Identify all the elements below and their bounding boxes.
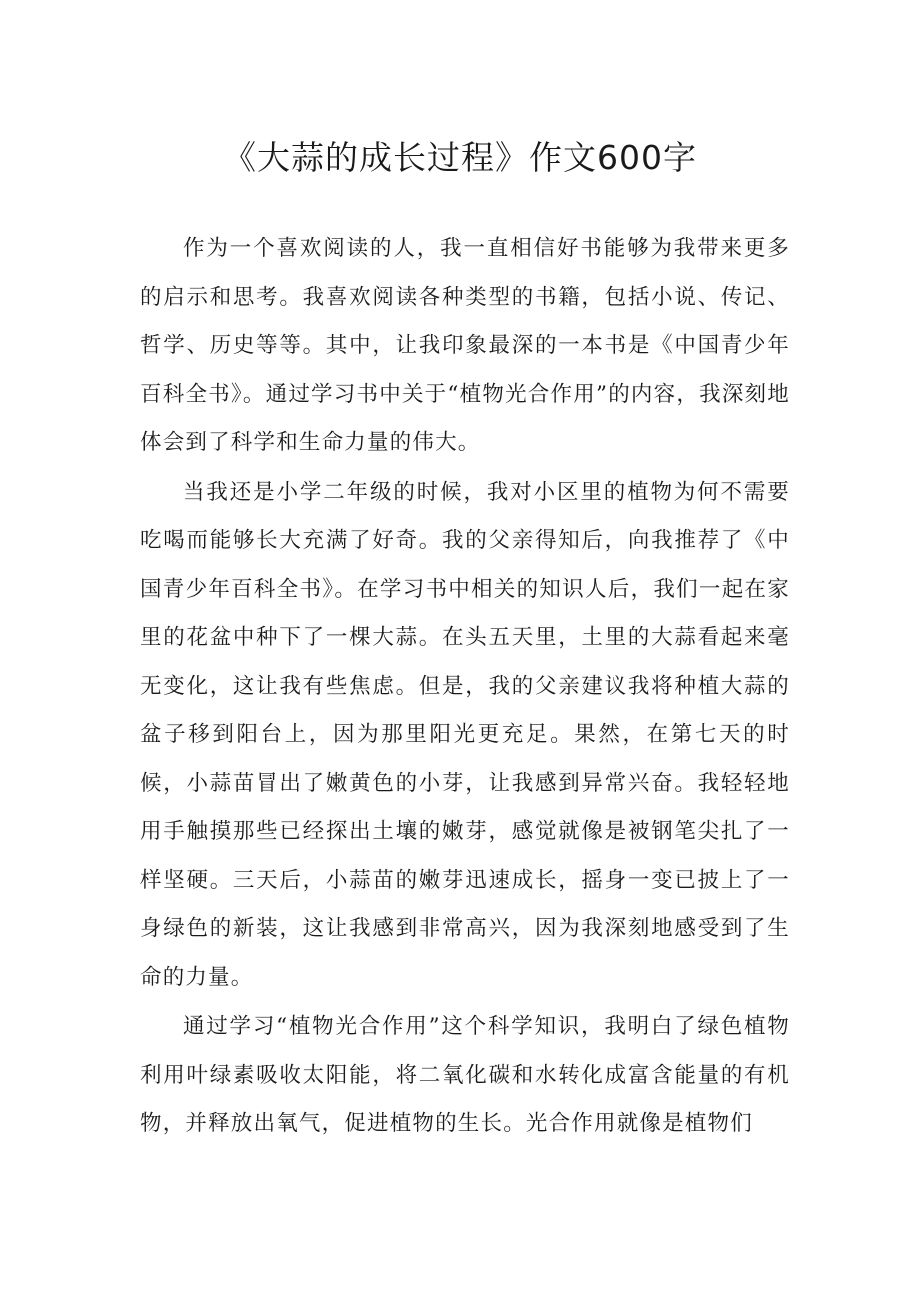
paragraph-1: 作为一个喜欢阅读的人，我一直相信好书能够为我带来更多的启示和思考。我喜欢阅读各种类型的书籍，包括小说、传记、哲学、历史等等。其中，让我印象最深的一本书是《中国青少年百科全书》。通过学习书中关于“植物光合作用”的内容，我深刻地体会到了科学和生命力量的伟大。: [140, 236, 790, 455]
document-title: 《大蒜的成长过程》作文600字: [223, 138, 697, 177]
paragraph-3: 通过学习“植物光合作用”这个科学知识，我明白了绿色植物利用叶绿素吸收太阳能，将二氧化碳和水转化成富含能量的有机物，并释放出氧气，促进植物的生长。光合作用就像是植物们: [140, 1014, 790, 1136]
document-body: [140, 225, 790, 1149]
paragraph-2: 当我还是小学二年级的时候，我对小区里的植物为何不需要吃喝而能够长大充满了好奇。我的父亲得知后，向我推荐了《中国青少年百科全书》。在学习书中相关的知识人后，我们一起在家里的花盆中种下了一棵大蒜。在头五天里，土里的大蒜看起来毫无变化，这让我有些焦虑。但是，我的父亲建议我将种植大蒜的盆子移到阳台上，因为那里阳光更充足。果然，在第七天的时候，小蒜苗冒出了嫩黄色的小芽，让我感到异常兴奋。我轻轻地用手触摸那些已经探出土壤的嫩芽，感觉就像是被钢笔尖扎了一样坚硬。三天后，小蒜苗的嫩芽迅速成长，摇身一变已披上了一身绿色的新装，这让我感到非常高兴，因为我深刻地感受到了生命的力量。: [140, 479, 790, 990]
